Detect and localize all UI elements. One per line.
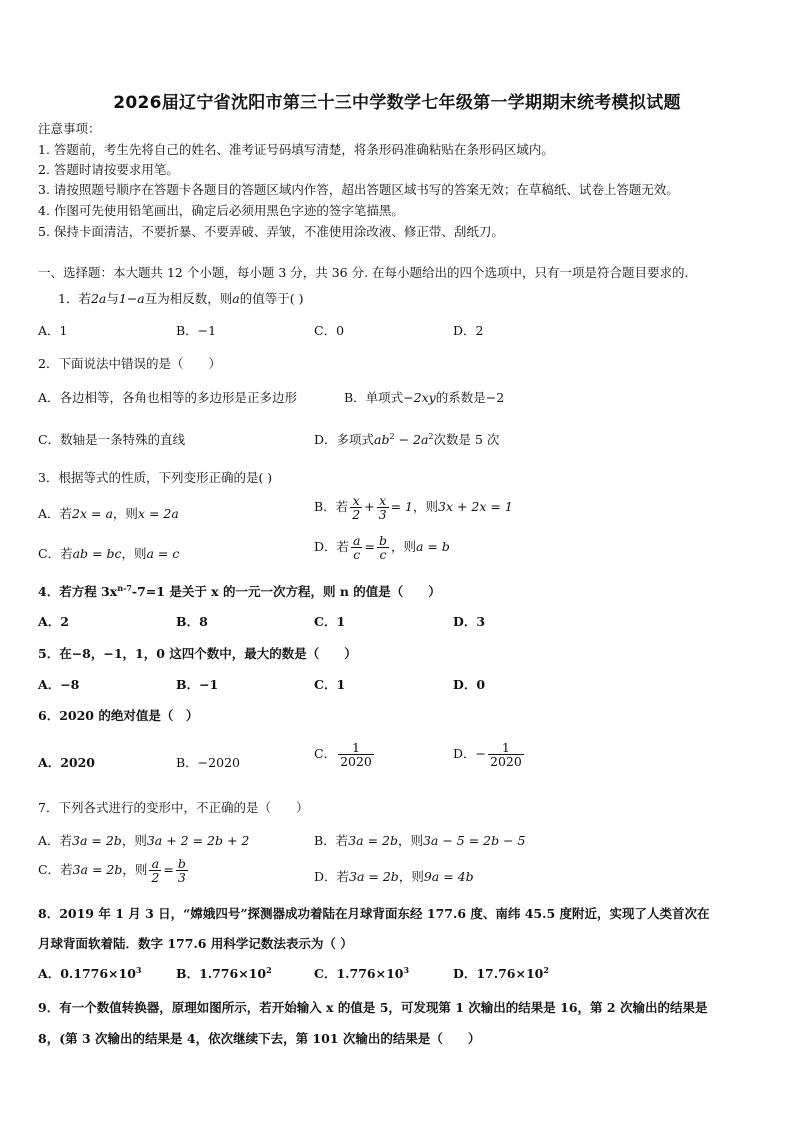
question-9-line-2: 8，(第 3 次输出的结果是 4，依次继续下去，第 101 次输出的结果是（ ）	[38, 1031, 481, 1046]
q4-option-a: A．2	[38, 614, 69, 629]
question-7-stem: 7．下列各式进行的变形中，不正确的是（ ）	[38, 800, 309, 815]
notice-item-5: 5. 保持卡面清洁，不要折暴、不要弄破、弄皱，不准使用涂改液、修正带、刮纸刀。	[38, 224, 504, 239]
q7-option-b: B．若3a = 2b，则3a − 5 = 2b − 5	[314, 833, 526, 848]
question-8-line-2: 月球背面软着陆．数字 177.6 用科学记数法表示为（ ）	[38, 936, 353, 951]
q5-option-d: D．0	[453, 677, 486, 692]
question-1-stem: 1．若2a与1−a互为相反数，则a的值等于( )	[58, 291, 304, 306]
question-2-stem: 2．下面说法中错误的是（ ）	[38, 356, 221, 371]
q5-option-c: C．1	[314, 677, 346, 692]
q6-option-c: C． $\frac{1}{2020}$	[314, 740, 372, 769]
q7-option-a: A．若3a = 2b，则3a + 2 = 2b + 2	[38, 833, 250, 848]
q1-option-a: A．1	[38, 323, 68, 338]
q2-option-a: A．各边相等，各角也相等的多边形是正多边形	[38, 390, 298, 405]
q2-option-c: C．数轴是一条特殊的直线	[38, 432, 186, 447]
q1-option-d: D．2	[453, 323, 484, 338]
question-8-line-1: 8．2019 年 1 月 3 日，“嫦娥四号”探测器成功着陆在月球背面东经 177.6 度、南纬 45.5 度附近，实现了人类首次在	[38, 906, 710, 921]
q3-option-b: B．若 $\frac{x}{2}$ + $\frac{x}{3}$ = 1，则3x + 2x = 1	[314, 493, 513, 522]
q5-option-b: B．−1	[176, 677, 219, 692]
notice-item-3: 3. 请按照题号顺序在答题卡各题目的答题区域内作答，超出答题区域书写的答案无效；在草稿纸、试卷上答题无效。	[38, 182, 679, 197]
question-6-stem: 6．2020 的绝对值是（ ）	[38, 708, 199, 723]
q8-option-d: D．$17.76\times 10^2$	[453, 964, 549, 981]
page-title: 2026届辽宁省沈阳市第三十三中学数学七年级第一学期期末统考模拟试题	[113, 93, 681, 113]
q5-option-a: A．−8	[38, 677, 80, 692]
question-9-line-1: 9．有一个数值转换器，原理如图所示，若开始输入 x 的值是 5，可发现第 1 次输出的结果是 16，第 2 次输出的结果是	[38, 1000, 708, 1015]
q7-option-d: D．若3a = 2b，则9a = 4b	[314, 869, 474, 884]
q1-option-b: B．−1	[176, 323, 217, 338]
q3-option-a: A．若2x = a，则x = 2a	[38, 506, 179, 521]
q3-option-d: D．若 $\frac{a}{c}$ = $\frac{b}{c}$ ，则a = b	[314, 533, 450, 562]
question-3-stem: 3．根据等式的性质，下列变形正确的是( )	[38, 470, 273, 485]
notice-item-1: 1. 答题前，考生先将自己的姓名、准考证号码填写清楚，将条形码准确粘贴在条形码区域内。	[38, 142, 554, 157]
q4-option-d: D．3	[453, 614, 486, 629]
q4-option-b: B．8	[176, 614, 208, 629]
notice-heading: 注意事项：	[38, 121, 101, 136]
q6-option-d: D．− $\frac{1}{2020}$	[453, 740, 522, 769]
q7-option-c: C．若3a = 2b，则 $\frac{a}{2}$ = $\frac{b}{3}$	[38, 856, 186, 885]
notice-item-2: 2. 答题时请按要求用笔。	[38, 162, 179, 177]
notice-item-4: 4. 作图可先使用铅笔画出，确定后必须用黑色字迹的签字笔描黑。	[38, 203, 404, 218]
q8-option-c: C．$1.776\times 10^3$	[314, 964, 410, 981]
question-5-stem: 5．在−8，−1，1，0 这四个数中，最大的数是（ ）	[38, 646, 357, 661]
q8-option-a: A．$0.1776\times 10^3$	[38, 964, 142, 981]
question-4-stem: 4．若方程 $3x^{n-7}-7=1$ 是关于 x 的一元一次方程，则 n 的值是（ ）	[38, 582, 441, 599]
q6-option-b: B．−2020	[176, 755, 240, 770]
q6-option-a: A．2020	[38, 755, 95, 770]
section-heading: 一、选择题：本大题共 12 个小题，每小题 3 分，共 36 分. 在每小题给出的四个选项中，只有一项是符合题目要求的.	[38, 265, 689, 280]
q8-option-b: B．$1.776\times 10^2$	[176, 964, 272, 981]
q4-option-c: C．1	[314, 614, 346, 629]
q3-option-c: C．若ab = bc，则a = c	[38, 546, 180, 561]
q1-option-c: C．0	[314, 323, 345, 338]
q2-option-d: D．多项式$ab^2 - 2a^2$次数是 5 次	[314, 431, 500, 447]
q2-option-b: B．单项式−2xy的系数是−2	[344, 390, 505, 405]
